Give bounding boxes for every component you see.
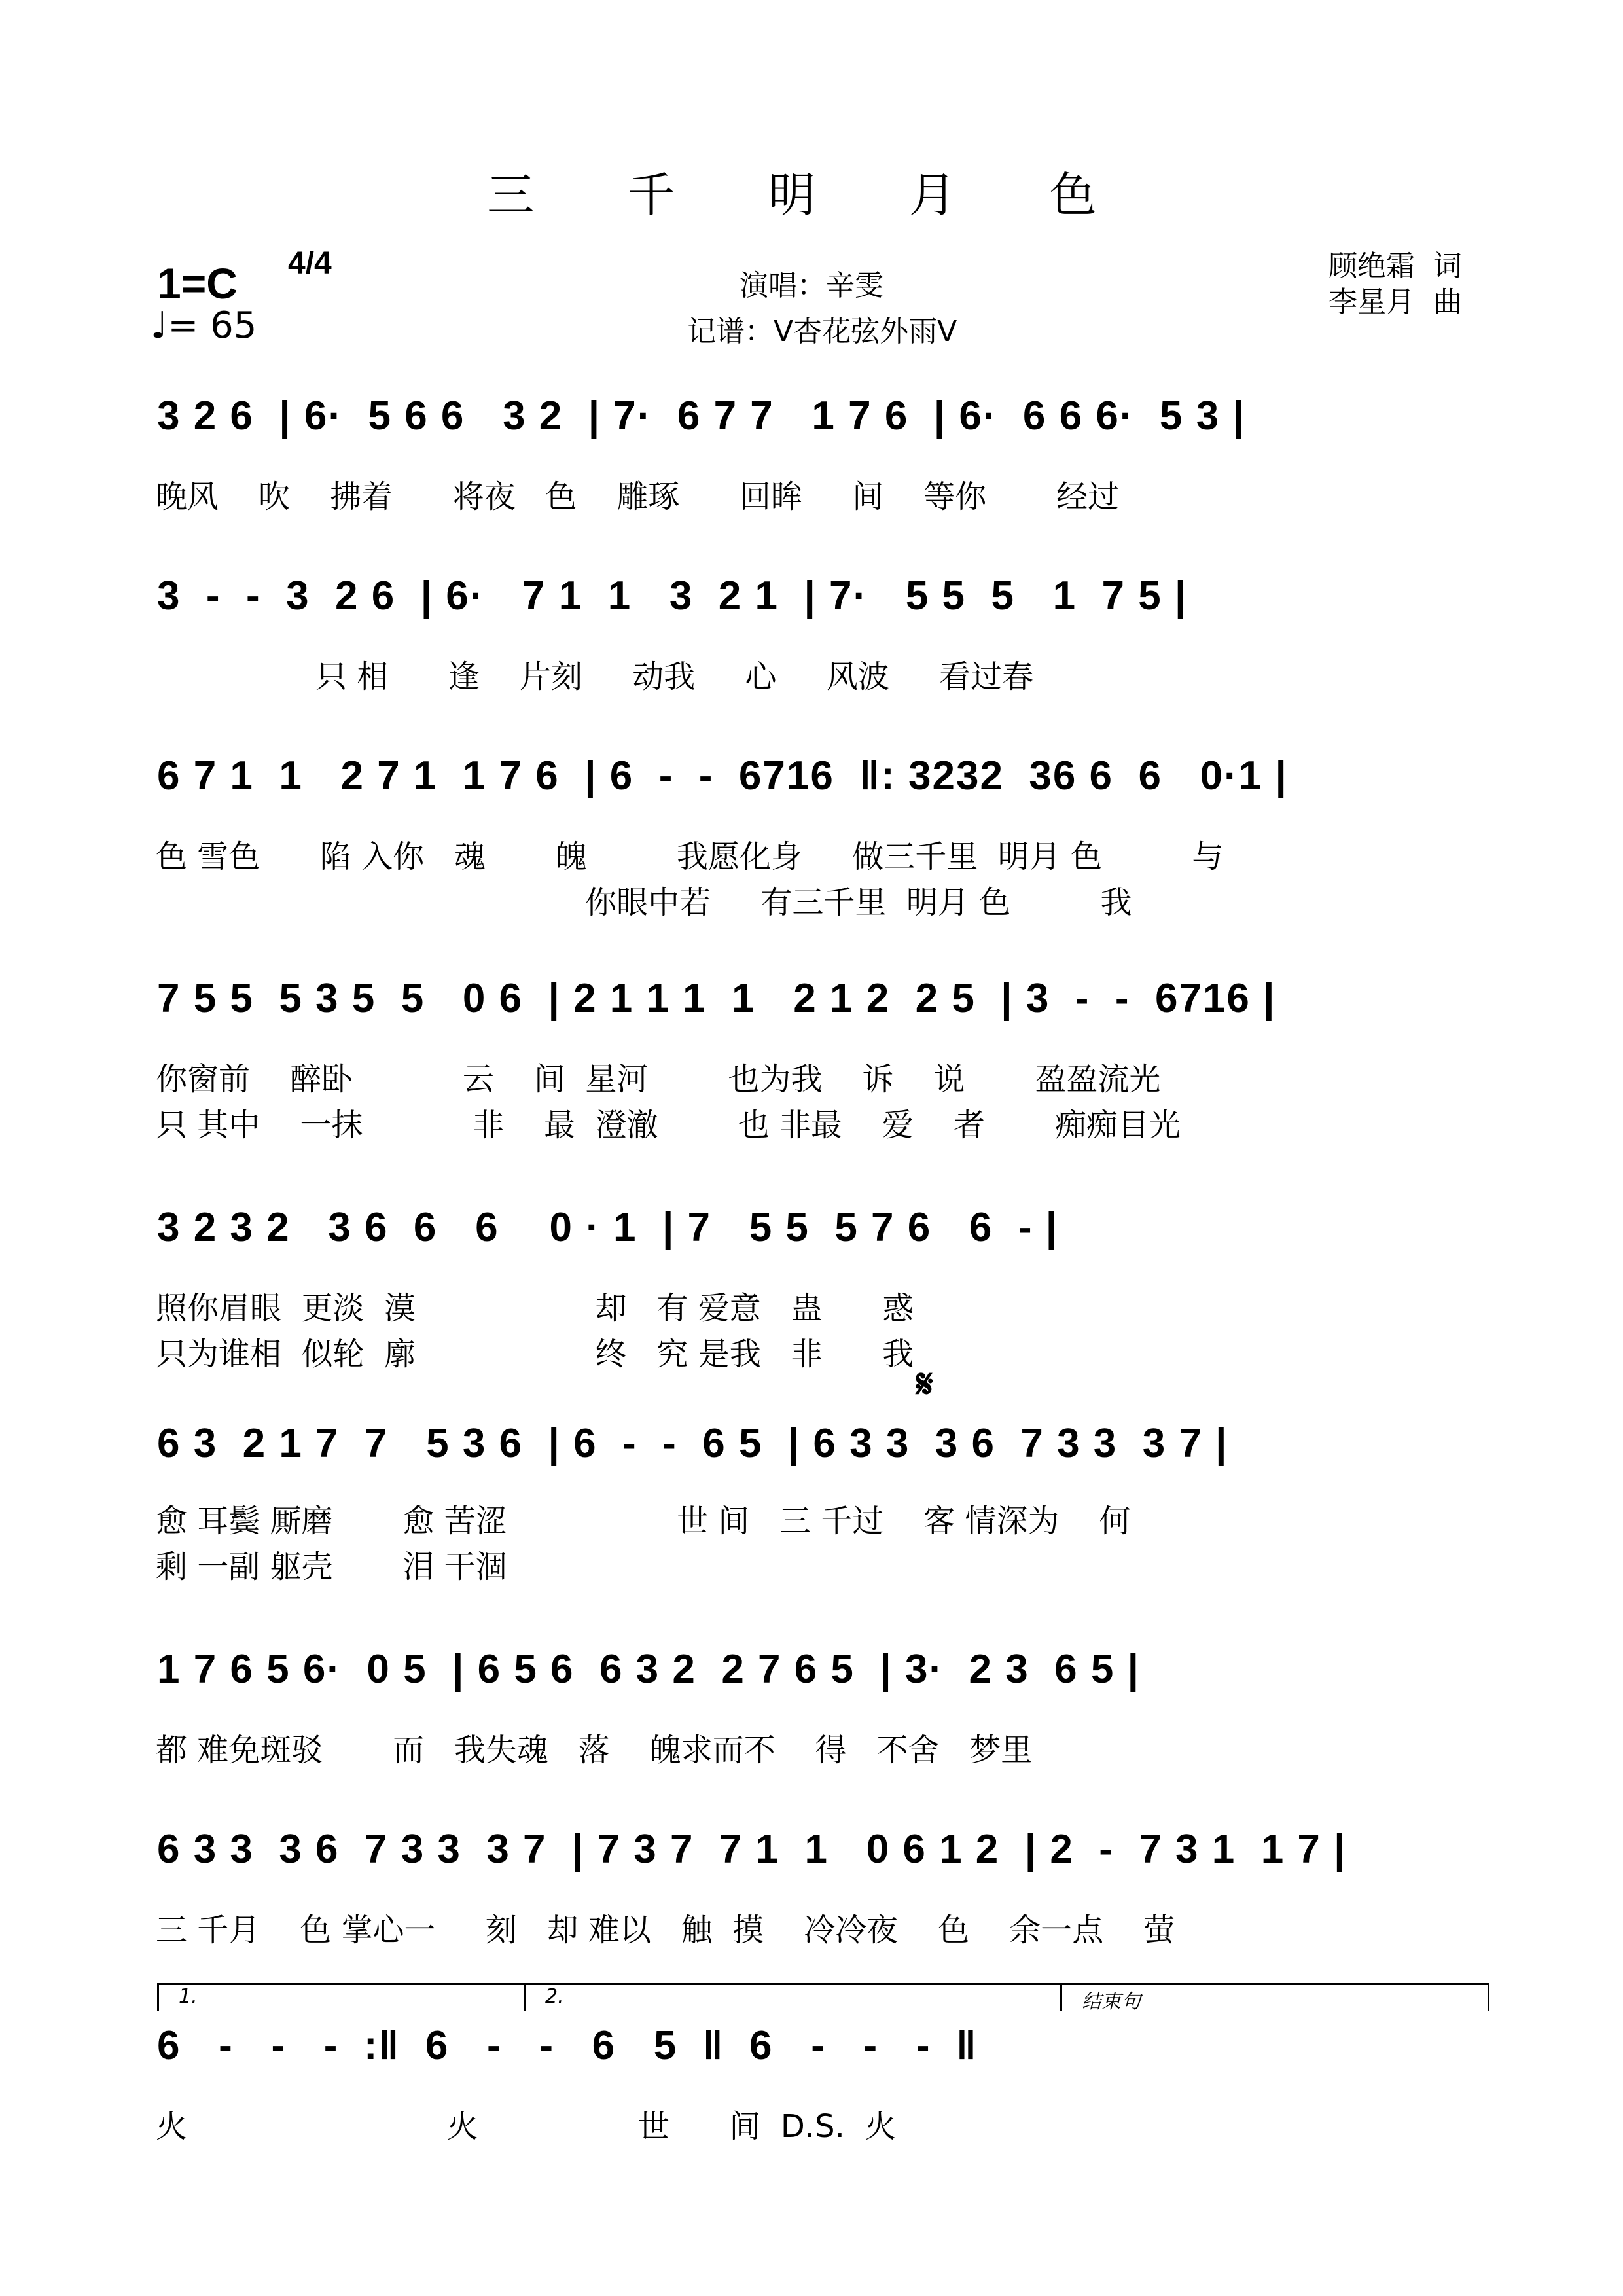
lyric-line: 只 相 逢 片刻 动我 心 风波 看过春 [156,658,1034,695]
staff-system-2 [0,573,1623,704]
notation-line: 3 2 3 2 3 6 6 6 0 · 1 | 7 5 5 5 7 6 6 - | [157,1205,1059,1250]
notation-line: 6 3 2 1 7 7 5 3 6 | 6 - - 6 5 | 6 3 3 3 6 7 3 3 3 7 | [157,1421,1228,1466]
staff-system-6 [0,1420,1623,1585]
staff-system-3 [0,753,1623,921]
lyric-line-verse-1: 愈 耳鬓 厮磨 愈 苦涩 世 间 三 千过 客 情深为 何 [156,1503,1131,1539]
lyric-line-verse-1: 照你眉眼 更淡 漠 却 有 爱意 蛊 惑 [156,1290,914,1327]
notation-line: 3 - - 3 2 6 | 6· 7 1 1 3 2 1 | 7· 5 5 5 1 7 5 | [157,573,1188,619]
transcriber-credit: 记谱：V杏花弦外雨V [687,315,957,348]
notation-line: 7 5 5 5 3 5 5 0 6 | 2 1 1 1 1 2 1 2 2 5 | 3 - - 6716 | [157,976,1276,1021]
composer-credit: 李星月 曲 [1329,285,1462,319]
lyric-line-verse-2: 只为谁相 似轮 廓 终 究 是我 非 我 [156,1336,914,1372]
lyric-line-verse-1: 色 雪色 陷 入你 魂 魄 我愿化身 做三千里 明月 色 与 [156,838,1224,875]
lyric-line-verse-1: 你窗前 醉卧 云 间 星河 也为我 诉 说 盈盈流光 [156,1061,1161,1098]
volta-second-ending: 2. [524,1983,1069,2011]
lyric-line: 三 千月 色 掌心一 刻 却 难以 触 摸 冷冷夜 色 余一点 萤 [156,1912,1175,1948]
notation-line: 6 7 1 1 2 7 1 1 7 6 | 6 - - 6716 ‖: 3232 36 6 6 0·1 | [157,753,1288,798]
volta-first-ending: 1. [157,1983,532,2011]
segno-sign: 𝄋 [916,1361,933,1407]
tempo-marking: ♩= 65 [151,304,257,347]
lyric-line: 火 火 世 间 D.S. 火 [156,2108,897,2145]
notation-line: 3 2 6 | 6· 5 6 6 3 2 | 7· 6 7 7 1 7 6 | 6· 6 6 6· 5 3 | [157,393,1245,439]
staff-system-8 [0,1826,1623,1957]
time-signature: 4/4 [288,246,332,281]
notation-line: 1 7 6 5 6· 0 5 | 6 5 6 6 3 2 2 7 6 5 | 3· 2 3 6 5 | [157,1647,1140,1692]
lyricist-credit: 顾绝霜 词 [1329,249,1462,283]
staff-system-7 [0,1646,1623,1777]
lyric-line: 都 难免斑驳 而 我失魂 落 魄求而不 得 不舍 梦里 [156,1732,1033,1768]
staff-system-1 [0,393,1623,524]
lyric-line-verse-2: 你眼中若 有三千里 明月 色 我 [156,884,1132,921]
key-signature: 1=C [157,259,238,308]
lyric-line-verse-2: 只 其中 一抹 非 最 澄澈 也 非最 爱 者 痴痴目光 [156,1107,1181,1143]
notation-line: 6 3 3 3 6 7 3 3 3 7 | 7 3 7 7 1 1 0 6 1 2 | 2 - 7 3 1 1 7 | [157,1827,1347,1872]
notation-line: 6 - - - :‖ 6 - - 6 5 ‖ 6 - - - ‖ [157,2023,978,2068]
song-title: 三 千 明 月 色 [487,168,1136,223]
staff-system-9 [0,1985,1623,2153]
lyric-line-verse-2: 剩 一副 躯壳 泪 干涸 [156,1549,507,1585]
volta-ending-phrase: 结束句 [1060,1983,1489,2011]
staff-system-4 [0,975,1623,1143]
singer-credit: 演唱：辛雯 [740,269,883,302]
staff-system-5 [0,1204,1623,1372]
lyric-line: 晚风 吹 拂着 将夜 色 雕琢 回眸 间 等你 经过 [156,478,1120,515]
